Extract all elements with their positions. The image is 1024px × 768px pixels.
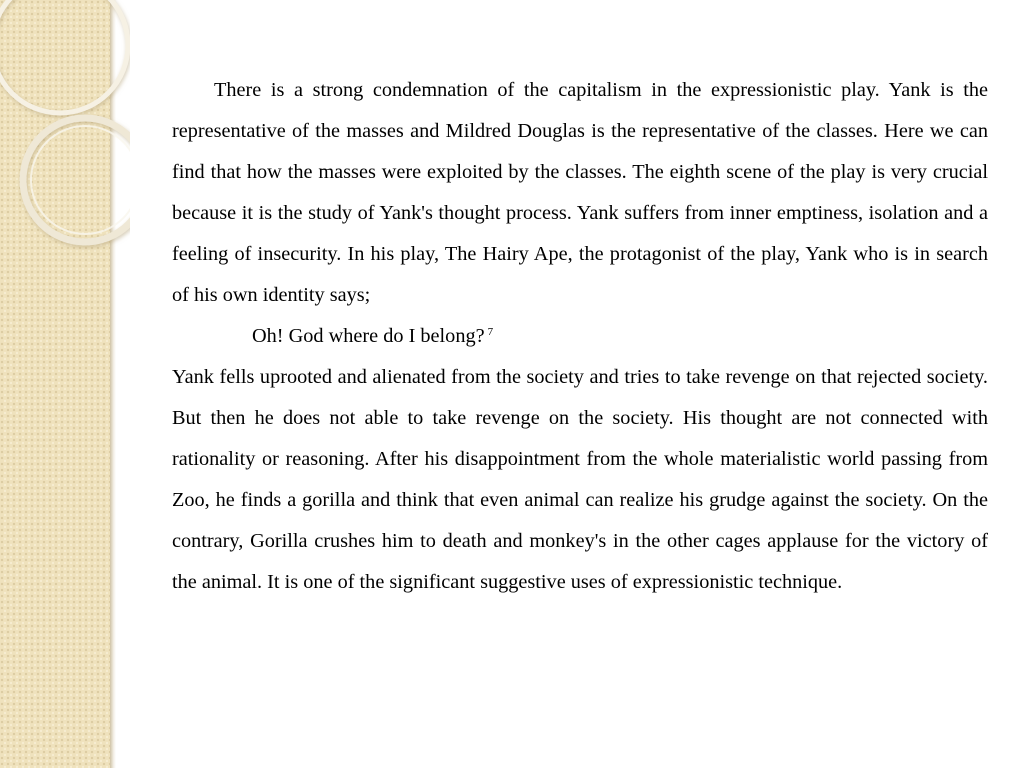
- quotation: [172, 316, 988, 357]
- lower-ring: [23, 118, 130, 242]
- footnote-mark: 7: [487, 326, 494, 338]
- paragraph-capitalism: There is a strong condemnation of the capitalism in the expressionistic play. Yank is the representative of the masses and Mildred Douglas is the representative of the classes. Here we can find that how the masses were exploited by the classes. The eighth scene of the play is very crucial because it is the study of Yank's thought process. Yank suffers from inner emptiness, isolation and a feeling of insecurity. In his play, The Hairy Ape, the protagonist of the play, Yank who is in search of his own identity says;: [172, 79, 988, 306]
- quotation-text: Oh! God where do I belong?: [252, 325, 485, 347]
- upper-ring: [0, 0, 128, 113]
- paragraph-alienation: Yank fells uprooted and alienated from the society and tries to take revenge on that rejected society. But then he does not able to take revenge on the society. His thought are not connected with rationality or reasoning. After his disappointment from the whole materialistic world passing from Zoo, he finds a gorilla and think that even animal can realize his grudge against the society. On the contrary, Gorilla crushes him to death and monkey's in the other cages applause for the victory of the animal. It is one of the significant suggestive uses of expressionistic technique.: [172, 366, 988, 593]
- lower-ring-inner: [31, 126, 130, 234]
- slide-body-text: [172, 70, 988, 603]
- decorative-rings: [0, 0, 130, 260]
